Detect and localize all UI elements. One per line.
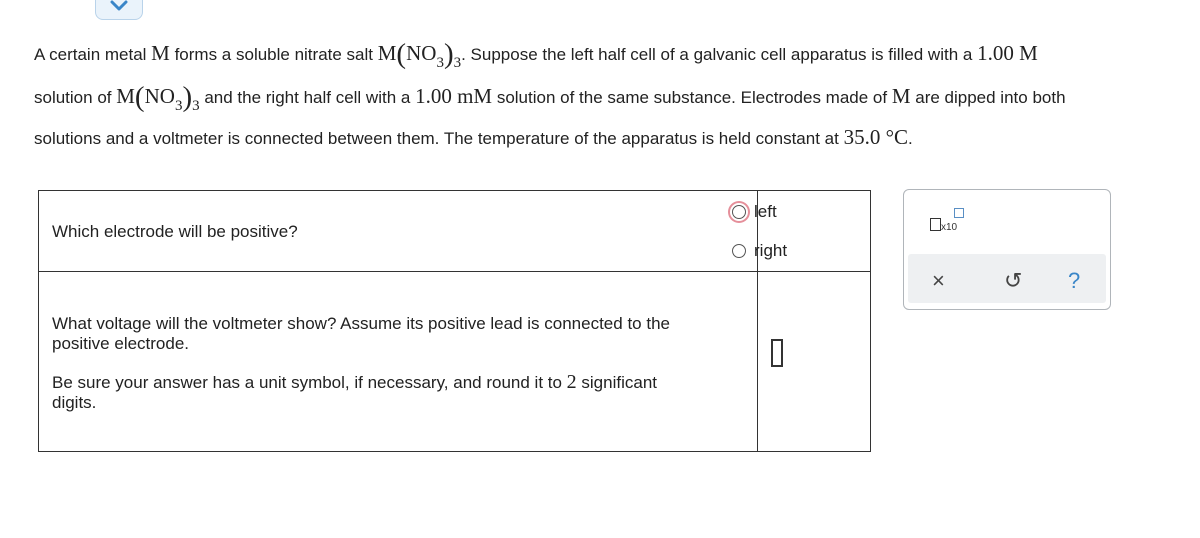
column-divider [757, 191, 758, 451]
radio-right-label: right [754, 241, 788, 260]
mantissa-box-icon [930, 218, 941, 231]
exponent-box-icon [954, 208, 964, 218]
math-palette: x10 × ↺ ? [903, 189, 1111, 310]
radio-right[interactable] [732, 241, 787, 261]
radio-left[interactable] [732, 202, 777, 222]
palette-toolbar [908, 254, 1106, 303]
question-table [38, 190, 871, 452]
problem-line-2: solution of $M(NO_3)_3$ and the right half cell with a 1.00 mM solution of the same substance. Electrodes made of M are dipped into both [34, 81, 1066, 114]
radio-left-label: left [754, 202, 777, 221]
radio-circle[interactable] [732, 244, 746, 258]
salt-formula: $M(NO_3)_3$ [116, 81, 200, 114]
voltage-answer-input[interactable] [771, 339, 783, 367]
radio-circle[interactable] [732, 205, 746, 219]
salt-formula: $M(NO_3)_3$ [377, 38, 462, 71]
question-positive-electrode: Which electrode will be positive? [52, 222, 298, 241]
question-voltage: What voltage will the voltmeter show? Assume its positive lead is connected to the positive electrode. Be sure your answer has a unit symbol, if necessary, and round it to 2 significant digits. [52, 314, 670, 412]
collapse-toggle[interactable] [95, 0, 143, 20]
problem-line-3: solutions and a voltmeter is connected between them. The temperature of the apparatus is held constant at 35.0 °C. [34, 125, 913, 149]
chevron-down-icon [109, 0, 129, 12]
problem-line-1: A certain metal M forms a soluble nitrate salt $M(NO_3)_3$. Suppose the left half cell of a galvanic cell apparatus is filled with a 1.00 M [34, 38, 1038, 71]
help-icon[interactable]: ? [1068, 268, 1081, 293]
clear-icon[interactable]: × [932, 268, 945, 293]
undo-icon[interactable]: ↺ [1004, 268, 1023, 293]
row-divider [39, 271, 870, 272]
